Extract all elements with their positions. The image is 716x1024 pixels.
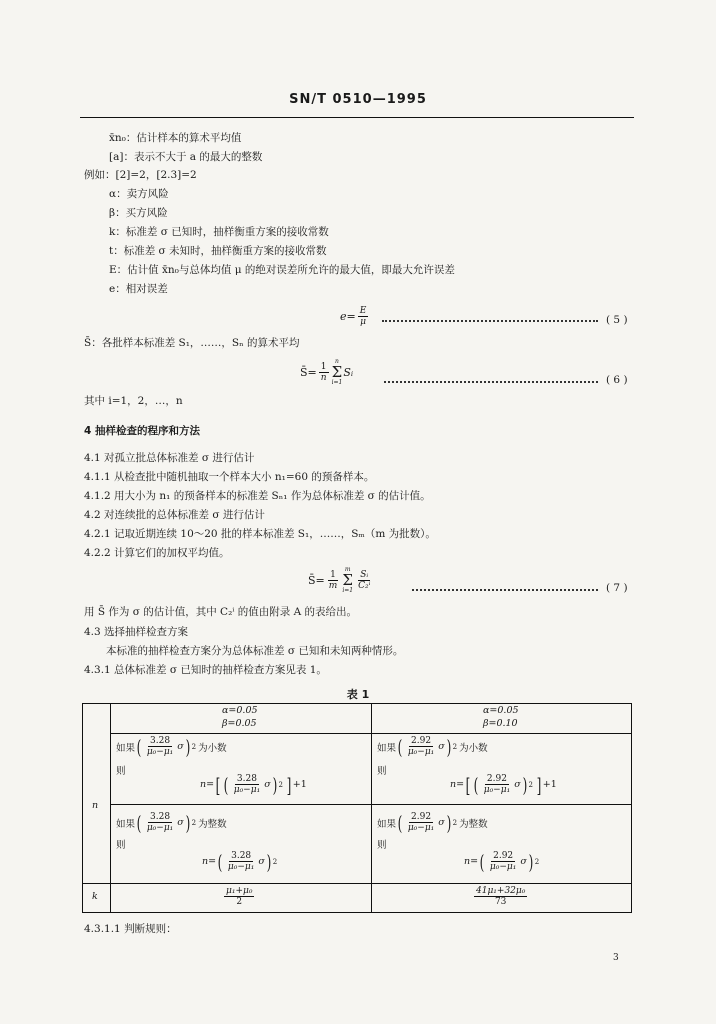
section-4-heading: 4 抽样检查的程序和方法 — [84, 425, 200, 437]
table-rule — [82, 703, 83, 913]
then-label: 则 — [116, 840, 126, 851]
eq6-fraction — [319, 362, 329, 383]
header-rule — [80, 117, 634, 118]
eq5-number: ( 5 ) — [606, 314, 628, 326]
eq5-denominator: μ — [360, 317, 366, 327]
clause-4-3-1-1: 4.3.1.1 判断规则： — [84, 923, 177, 935]
eq5-numerator: E — [359, 306, 367, 316]
eq7-term-fraction — [356, 570, 372, 591]
condition-suffix: 为小数 — [459, 742, 488, 754]
eq7-fraction — [327, 570, 340, 591]
condition-suffix: 为整数 — [459, 818, 488, 830]
eq7-number: ( 7 ) — [606, 582, 628, 594]
eq7-denominator: m — [328, 581, 338, 591]
if-label: 如果 — [377, 742, 397, 754]
definition-line: β：买方风险 — [109, 207, 168, 219]
eq5-fraction — [358, 306, 369, 327]
eq6-summation — [332, 359, 343, 386]
definition-line: k：标准差 σ 已知时，抽样衡重方案的接收常数 — [109, 226, 329, 238]
clause-4-1-2: 4.1.2 用大小为 n₁ 的预备样本的标准差 Sₙ₁ 作为总体标准差 σ 的估计值。 — [84, 490, 431, 502]
ratio-fraction: $\frac{2.92}{\text{μ₀−μ₁}}$ — [407, 736, 435, 757]
definition-line: t：标准差 σ 未知时，抽样衡重方案的接收常数 — [109, 245, 327, 257]
definition-line: α：卖方风险 — [109, 188, 169, 200]
table-rule — [631, 703, 632, 913]
col1-condition-integer: 如果 ( $\frac{3.28}{\text{μ₀−μ₁}}$ σ ) 2 为整数 — [116, 810, 227, 835]
eq6-sum-top: n — [335, 358, 339, 365]
eq7-term-numerator: Sᵢ — [360, 570, 369, 580]
index-range-note: 其中 i=1，2，…，n — [84, 395, 183, 407]
clause-4-2-2: 4.2.2 计算它们的加权平均值。 — [84, 547, 230, 559]
if-label: 如果 — [116, 818, 136, 830]
eq6-lhs: S̄= — [300, 366, 317, 379]
clause-4-3: 4.3 选择抽样检查方案 — [84, 626, 189, 638]
equation-7 — [308, 567, 374, 594]
table-rule — [82, 703, 632, 704]
k-formula-col2: $\frac{\text{41μ₁+32μ₀}}{73}$ — [476, 886, 526, 907]
equation-5 — [340, 306, 370, 327]
eq6-sum-bottom: i=1 — [331, 379, 343, 386]
eq7-sum-top: m — [344, 566, 351, 573]
eq7-lhs: S̄= — [308, 574, 325, 587]
col1-condition-decimal: 如果 ( $\frac{3.28}{\text{μ₀−μ₁}}$ σ ) 2 为小数 — [116, 734, 227, 759]
ratio-fraction: $\frac{3.28}{\text{μ₀−μ₁}}$ — [146, 812, 174, 833]
table-rule — [371, 703, 372, 913]
eq7-note: 用 S̄ 作为 σ 的估计值，其中 C₂ⁱ 的值由附录 A 的表给出。 — [84, 606, 357, 618]
eq6-numerator: 1 — [320, 362, 327, 372]
page-number: 3 — [613, 953, 619, 963]
col2-beta: β=0.10 — [483, 718, 518, 729]
standard-code-header: SN/T 0510—1995 — [289, 92, 427, 107]
definition-line: x̄n₀：估计样本的算术平均值 — [109, 132, 242, 144]
col2-condition-decimal: 如果 ( $\frac{2.92}{\text{μ₀−μ₁}}$ σ ) 2 为小数 — [377, 734, 488, 759]
sbar-definition: S̄：各批样本标准差 S₁，……，Sₙ 的算术平均 — [84, 337, 300, 349]
definition-line: e：相对误差 — [109, 283, 168, 295]
clause-4-2: 4.2 对连续批的总体标准差 σ 进行估计 — [84, 509, 265, 521]
then-label: 则 — [116, 766, 126, 777]
then-label: 则 — [377, 840, 387, 851]
col1-n-formula-decimal: n= [ ( $\frac{3.28}{\text{μ₀−μ₁}}$ σ ) 2 ] +1 — [200, 772, 307, 797]
sigma-symbol: Σ — [342, 571, 353, 589]
eq6-number: ( 6 ) — [606, 374, 628, 386]
equation-6 — [300, 359, 353, 386]
sigma-symbol: Σ — [331, 363, 343, 381]
then-label: 则 — [377, 766, 387, 777]
col1-beta: β=0.05 — [222, 718, 257, 729]
eq5-lhs: e= — [340, 310, 356, 323]
eq7-sum-bottom: i=1 — [342, 587, 354, 594]
col2-n-formula-decimal: n= [ ( $\frac{2.92}{\text{μ₀−μ₁}}$ σ ) 2 ] +1 — [450, 772, 557, 797]
clause-4-2-1: 4.2.1 记取近期连续 10～20 批的样本标准差 S₁，……，Sₘ（m 为批数）。 — [84, 528, 436, 540]
eq7-numerator: 1 — [330, 570, 336, 580]
eq6-term: Sᵢ — [343, 366, 354, 379]
table-caption: 表 1 — [346, 688, 370, 701]
table-rule — [110, 703, 111, 913]
ratio-fraction: $\frac{2.92}{\text{μ₀−μ₁}}$ — [407, 812, 435, 833]
condition-suffix: 为整数 — [198, 818, 227, 830]
col2-n-formula-integer: n= ( $\frac{2.92}{\text{μ₀−μ₁}}$ σ ) 2 — [464, 849, 540, 874]
definition-line: E：估计值 x̄n₀与总体均值 μ 的绝对误差所允许的最大值，即最大允许误差 — [109, 264, 455, 276]
condition-suffix: 为小数 — [198, 742, 227, 754]
row-k-label: k — [92, 891, 98, 902]
clause-4-1-1: 4.1.1 从检查批中随机抽取一个样本大小 n₁=60 的预备样本。 — [84, 471, 375, 483]
if-label: 如果 — [377, 818, 397, 830]
ratio-fraction: $\frac{3.28}{\text{μ₀−μ₁}}$ — [146, 736, 174, 757]
clause-4-1: 4.1 对孤立批总体标准差 σ 进行估计 — [84, 452, 255, 464]
clause-4-3-paragraph: 本标准的抽样检查方案分为总体标准差 σ 已知和未知两种情形。 — [106, 645, 404, 657]
table-1 — [82, 703, 632, 913]
eq7-summation — [342, 567, 353, 594]
if-label: 如果 — [116, 742, 136, 754]
col1-n-formula-integer: n= ( $\frac{3.28}{\text{μ₀−μ₁}}$ σ ) 2 — [202, 849, 278, 874]
clause-4-3-1: 4.3.1 总体标准差 σ 已知时的抽样检查方案见表 1。 — [84, 664, 327, 676]
k-formula-col1: $\frac{\text{μ₁+μ₀}}{2}$ — [226, 886, 253, 907]
definition-example: 例如：[2]=2，[2.3]=2 — [84, 169, 197, 181]
col1-alpha: α=0.05 — [222, 705, 258, 716]
table-rule — [82, 883, 632, 884]
eq7-term-denominator: C₂ⁱ — [358, 581, 371, 591]
eq6-denominator: n — [320, 373, 327, 383]
col2-condition-integer: 如果 ( $\frac{2.92}{\text{μ₀−μ₁}}$ σ ) 2 为整数 — [377, 810, 488, 835]
table-rule — [82, 912, 632, 913]
eq5-leader-dots — [382, 320, 598, 322]
eq7-leader-dots — [412, 589, 598, 591]
definition-line: [a]：表示不大于 a 的最大的整数 — [109, 151, 263, 163]
eq6-leader-dots — [384, 381, 598, 383]
col2-alpha: α=0.05 — [483, 705, 519, 716]
row-n-label: n — [92, 800, 99, 811]
